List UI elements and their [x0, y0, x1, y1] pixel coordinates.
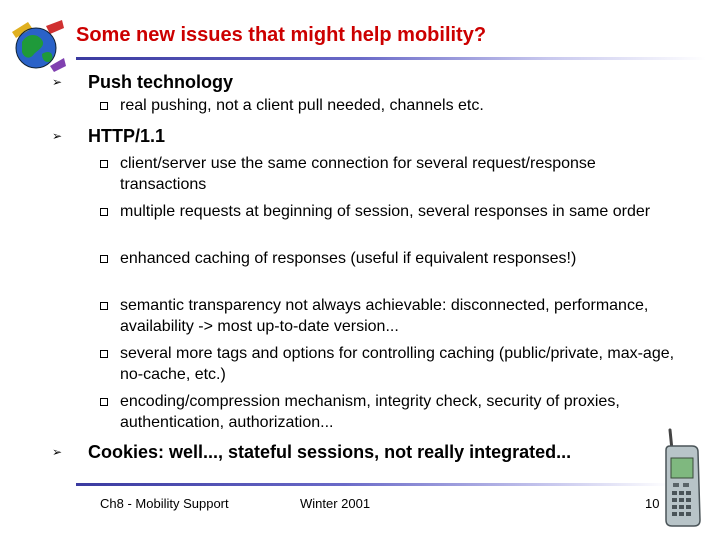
sub-bullet: multiple requests at beginning of session, several responses in same order	[120, 203, 651, 220]
globe-logo-icon	[6, 14, 68, 76]
sub-bullet: several more tags and options for controlling caching (public/private, max-age, no-cache, etc.)	[120, 345, 675, 383]
footer-term: Winter 2001	[300, 496, 371, 511]
bullet-http11: HTTP/1.1	[88, 126, 166, 146]
square-bullet-icon	[100, 350, 108, 358]
sub-bullet: semantic transparency not always achievable: disconnected, performance, availability -> most up-to-date version...	[120, 297, 649, 335]
arrowhead-bullet-icon: ➢	[52, 75, 63, 89]
square-bullet-icon	[100, 398, 108, 406]
footer-divider	[76, 483, 670, 486]
sub-bullet: client/server use the same connection for several request/response transactions	[120, 155, 596, 193]
square-bullet-icon	[100, 208, 108, 216]
footer-chapter: Ch8 - Mobility Support	[100, 496, 229, 511]
square-bullet-icon	[100, 302, 108, 310]
mobile-phone-icon	[656, 428, 706, 528]
sub-bullet: enhanced caching of responses (useful if equivalent responses!)	[120, 250, 577, 267]
footer-page-number: 10	[645, 496, 660, 511]
square-bullet-icon	[100, 102, 108, 110]
square-bullet-icon	[100, 255, 108, 263]
sub-bullet: encoding/compression mechanism, integrity check, security of proxies, authentication, authorization...	[120, 393, 620, 431]
title-divider	[76, 57, 706, 60]
arrowhead-bullet-icon: ➢	[52, 445, 63, 459]
square-bullet-icon	[100, 160, 108, 168]
slide-title: Some new issues that might help mobility?	[76, 24, 487, 46]
bullet-push-technology: Push technology	[88, 72, 234, 92]
arrowhead-bullet-icon: ➢	[52, 129, 63, 143]
sub-bullet: real pushing, not a client pull needed, channels etc.	[120, 97, 484, 114]
bullet-cookies: Cookies: well..., stateful sessions, not really integrated...	[88, 442, 572, 462]
